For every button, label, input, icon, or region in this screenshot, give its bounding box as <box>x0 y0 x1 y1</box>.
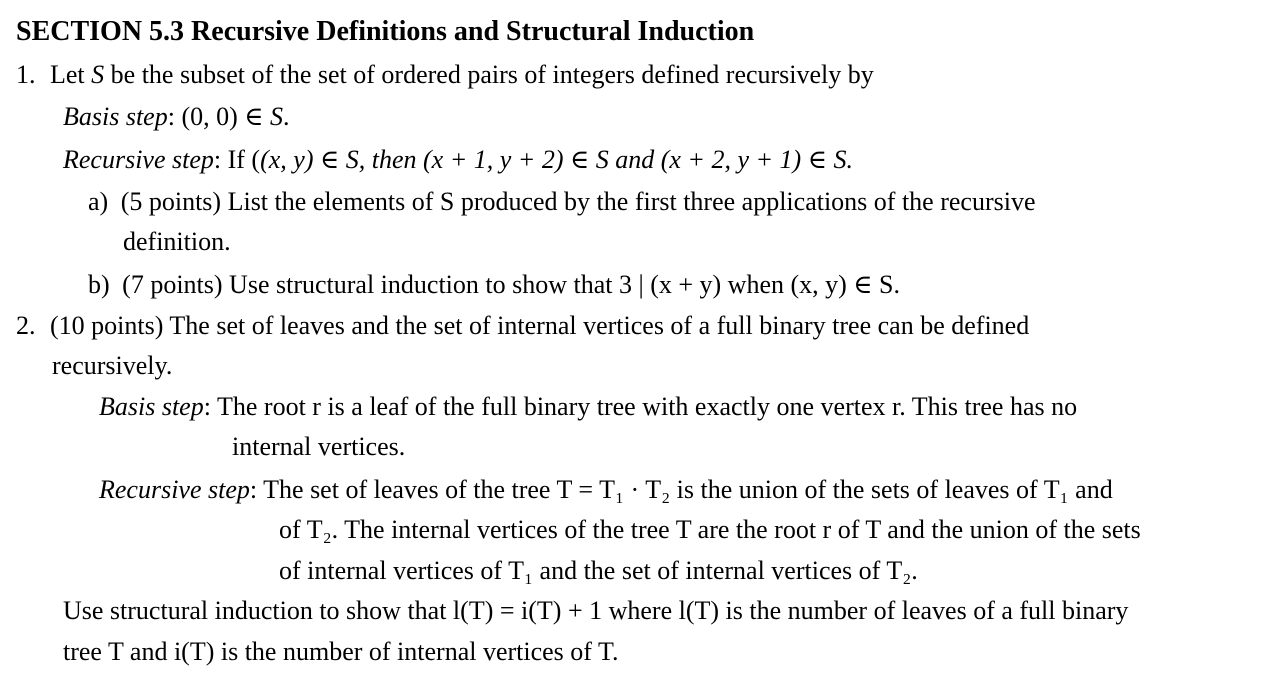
problem-1-number: 1. <box>16 60 36 89</box>
problem-1-part-b-label: b) <box>88 270 110 299</box>
problem-2-number: 2. <box>16 311 36 340</box>
problem-1-recursive <box>63 145 853 175</box>
problem-2-recursive <box>99 475 1113 505</box>
problem-1-part-a-line1: (5 points) List the elements of S produced by the first three applications of the recursive <box>120 187 1036 216</box>
problem-1-basis-text: : (0, 0) ∈ <box>167 102 271 131</box>
problem-1-recursive-tail: (x, y) ∈ S, then (x + 1, y + 2) ∈ S and (x + 2, y + 1) ∈ S. <box>260 145 853 174</box>
problem-2-recursive-label: Recursive step <box>99 475 250 504</box>
problem-1-part-a-label: a) <box>88 187 109 216</box>
problem-2-basis-label: Basis step <box>99 392 204 421</box>
problem-1-part-a-line2: definition. <box>123 227 231 256</box>
problem-1-part-b-text: (7 points) Use structural induction to show that 3 | (x + y) when (x, y) ∈ S. <box>122 270 901 299</box>
problem-1-intro-b: be the subset of the set of ordered pairs of integers defined recursively by <box>104 60 874 89</box>
problem-1-intro <box>16 60 874 90</box>
problem-2-line2: recursively. <box>52 351 173 380</box>
problem-1-recursive-text: : If ( <box>213 145 261 174</box>
problem-1-intro-a: Let <box>50 60 92 89</box>
section-title: SECTION 5.3 Recursive Definitions and Structural Induction <box>16 16 755 47</box>
problem-2-basis-line2: internal vertices. <box>232 432 406 461</box>
problem-2-recursive-line1: : The set of leaves of the tree T = T₁ · T₂ is the union of the sets of leaves of T₁ and <box>249 475 1113 504</box>
problem-2-conclusion-line2: tree T and i(T) is the number of internal vertices of T. <box>63 637 619 666</box>
problem-1-basis-var: S <box>270 102 284 131</box>
problem-2-recursive-line3: of internal vertices of T₁ and the set of internal vertices of T₂. <box>279 556 918 585</box>
problem-1-basis-label: Basis step <box>63 102 168 131</box>
problem-1-basis-end: . <box>283 102 290 131</box>
problem-1-part-a <box>88 187 1036 217</box>
problem-2-intro <box>16 311 1029 341</box>
problem-2-basis-line1: : The root r is a leaf of the full binary tree with exactly one vertex r. This tree has no <box>203 392 1078 421</box>
problem-1-basis <box>63 102 290 132</box>
problem-2-conclusion-line1: Use structural induction to show that l(T) = i(T) + 1 where l(T) is the number of leaves of a full binary <box>63 596 1129 625</box>
problem-1-set-var: S <box>91 60 105 89</box>
problem-2-basis <box>99 392 1077 422</box>
problem-1-recursive-label: Recursive step <box>63 145 214 174</box>
problem-2-line1: (10 points) The set of leaves and the set of internal vertices of a full binary tree can be defined <box>50 311 1030 340</box>
problem-1-part-b <box>88 270 900 300</box>
problem-2-recursive-line2: of T₂. The internal vertices of the tree T are the root r of T and the union of the sets <box>279 515 1141 544</box>
